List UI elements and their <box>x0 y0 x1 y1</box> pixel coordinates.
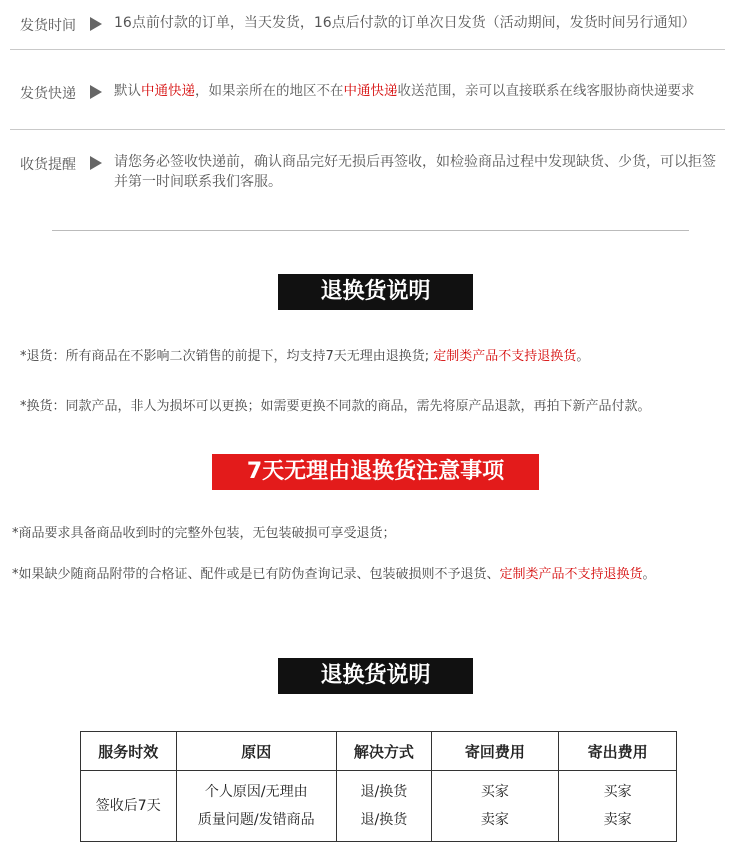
table-header-cell: 服务时效 <box>81 732 177 771</box>
shipping-time-label: 发货时间 <box>20 18 76 34</box>
table-header-row <box>81 732 677 771</box>
table-header-cell: 原因 <box>176 732 337 771</box>
table-row <box>81 771 677 842</box>
row-divider <box>10 49 725 50</box>
send-fee: 卖家 <box>603 812 632 828</box>
return-condition-note2-red: 定制类产品不支持退换货 <box>499 567 643 582</box>
shipping-time-text <box>114 13 696 33</box>
return-note-red: 定制类产品不支持退换货 <box>433 349 577 364</box>
reason-cell <box>176 771 337 842</box>
row-divider <box>10 129 725 130</box>
play-arrow-icon <box>90 156 102 170</box>
solution: 退/换货 <box>360 784 408 800</box>
return-fee: 卖家 <box>480 812 509 828</box>
service-period: 签收后7天 <box>95 798 161 814</box>
courier-text-part: 默认 <box>114 83 141 99</box>
return-policy-title: 退换货说明 <box>278 274 473 310</box>
return-condition-note1: *商品要求具备商品收到时的完整外包装，无包装破损可享受退货； <box>12 526 396 541</box>
solution: 退/换货 <box>360 812 408 828</box>
reason: 个人原因/无理由 <box>204 784 308 800</box>
exchange-note: *换货：同款产品，非人为损坏可以更换；如需要更换不同款的商品，需先将原产品退款，再拍下新产品付款。 <box>20 399 651 414</box>
courier-text-part: ，如果亲所在的地区不在 <box>195 83 344 99</box>
play-arrow-icon <box>90 17 102 31</box>
return-service-table <box>80 731 677 842</box>
return-note <box>20 345 589 364</box>
return-condition-note2 <box>12 563 656 582</box>
return-fee-cell <box>431 771 559 842</box>
play-arrow-icon <box>90 85 102 99</box>
send-fee-cell <box>559 771 677 842</box>
service-period-cell <box>81 771 177 842</box>
courier-name-highlight: 中通快递 <box>141 83 195 99</box>
solution-cell <box>337 771 432 842</box>
section-divider <box>52 230 689 231</box>
courier-text <box>114 81 695 101</box>
reason: 质量问题/发错商品 <box>197 812 315 828</box>
return-condition-note2-text: *如果缺少随商品附带的合格证、配件或是已有防伪查询记录、包装破损则不予退货、 <box>12 567 500 582</box>
receipt-reminder-line2: 并第一时间联系我们客服。 <box>114 174 282 190</box>
courier-name-highlight: 中通快递 <box>343 83 398 99</box>
seven-day-return-title: 7天无理由退换货注意事项 <box>212 454 539 490</box>
table-header-cell: 解决方式 <box>337 732 432 771</box>
send-fee: 买家 <box>603 784 632 800</box>
shipping-time-text-part: 16点前付款的订单，当天发货，16点后付款的订单次日发货（活动期间，发货时间另行通知） <box>114 15 696 31</box>
table-header-cell: 寄出费用 <box>559 732 677 771</box>
receipt-reminder-line1: 请您务必签收快递前，确认商品完好无损后再签收，如检验商品过程中发现缺货、少货，可以拒签 <box>114 154 716 170</box>
return-note-text: *退货：所有商品在不影响二次销售的前提下，均支持7天无理由退换货; <box>20 349 434 364</box>
return-note-suffix: 。 <box>576 349 590 364</box>
courier-label: 发货快递 <box>20 86 76 102</box>
receipt-reminder-label: 收货提醒 <box>20 157 76 173</box>
return-table-title: 退换货说明 <box>278 658 473 694</box>
courier-text-part: 收送范围，亲可以直接联系在线客服协商快递要求 <box>397 83 695 99</box>
return-fee: 买家 <box>480 784 509 800</box>
return-condition-note2-suffix: 。 <box>642 567 656 582</box>
table-header-cell: 寄回费用 <box>431 732 559 771</box>
